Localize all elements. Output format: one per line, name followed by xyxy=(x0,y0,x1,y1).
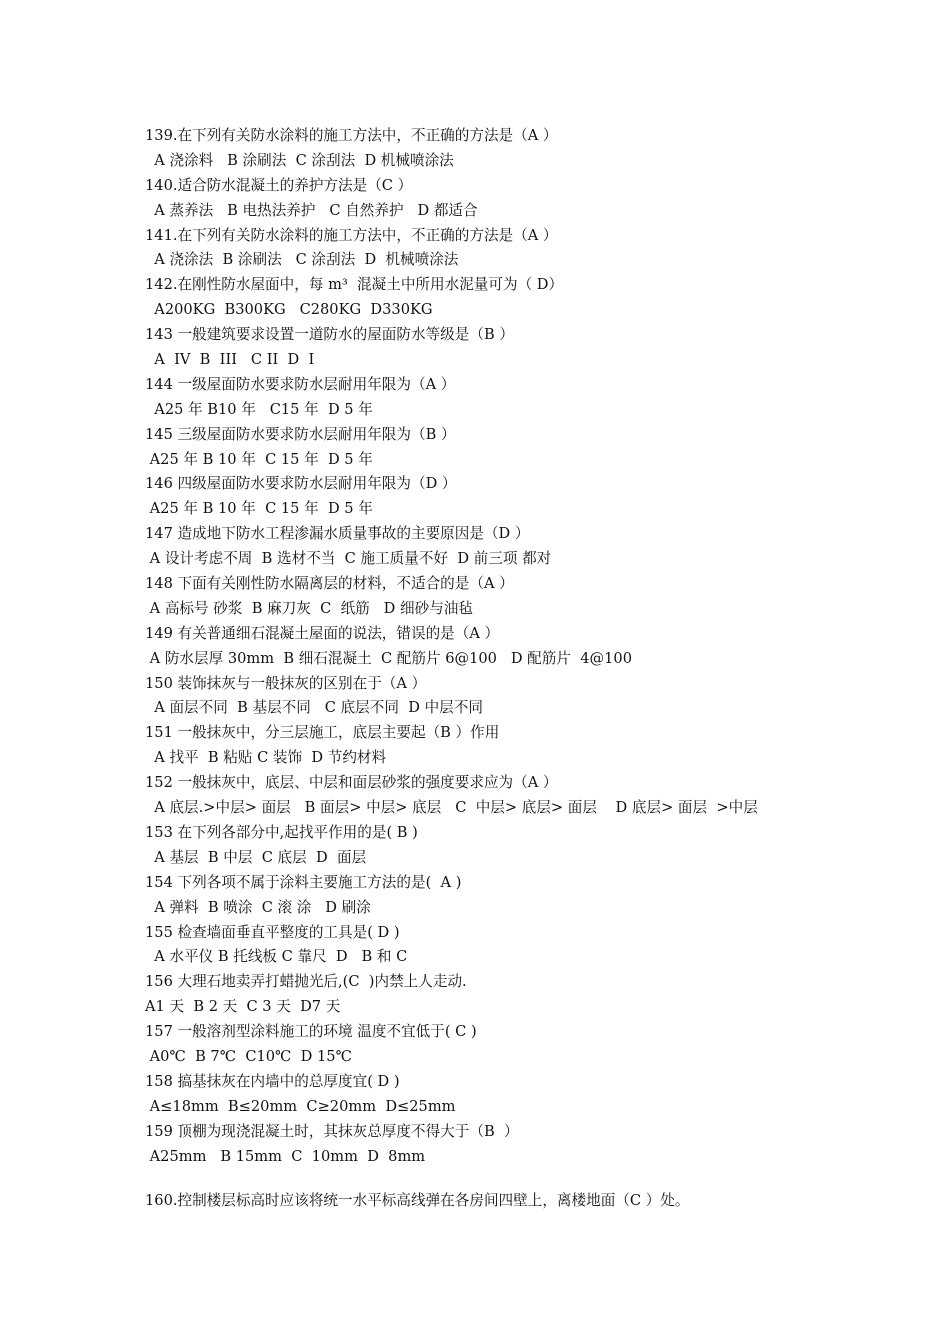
options-line: A200KG B300KG C280KG D330KG xyxy=(145,301,433,319)
options-line: A 蒸养法 B 电热法养护 C 自然养护 D 都适合 xyxy=(145,201,478,219)
question-line: 140.适合防水混凝土的养护方法是（C ） xyxy=(145,176,413,194)
options-line: A≤18mm B≤20mm C≥20mm D≤25mm xyxy=(145,1097,456,1115)
question-line: 141.在下列有关防水涂料的施工方法中，不正确的方法是（A ） xyxy=(145,226,558,244)
question-line: 160.控制楼层标高时应该将统一水平标高线弹在各房间四壁上，离楼地面（C ）处。 xyxy=(145,1192,690,1210)
options-line: A 浇涂料 B 涂刷法 C 涂刮法 D 机械喷涂法 xyxy=(145,151,454,169)
question-line: 152 一般抹灰中，底层、中层和面层砂浆的强度要求应为（A ） xyxy=(145,774,558,792)
question-line: 144 一级屋面防水要求防水层耐用年限为（A ） xyxy=(145,375,456,393)
options-line: A 设计考虑不周 B 选材不当 C 施工质量不好 D 前三项 都对 xyxy=(145,550,552,568)
blank-line xyxy=(145,1169,845,1189)
question-line: 150 装饰抹灰与一般抹灰的区别在于（A ） xyxy=(145,674,427,692)
options-line: A 高标号 砂浆 B 麻刀灰 C 纸筋 D 细砂与油毡 xyxy=(145,599,473,617)
question-line: 157 一般溶剂型涂料施工的环境 温度不宜低于( C ) xyxy=(145,1023,477,1041)
options-line: A IV B III C II D I xyxy=(145,351,315,369)
options-line: A1 天 B 2 天 C 3 天 D7 天 xyxy=(145,998,341,1016)
options-line: A25mm B 15mm C 10mm D 8mm xyxy=(145,1147,426,1165)
options-line: A 面层不同 B 基层不同 C 底层不同 D 中层不同 xyxy=(145,699,483,717)
question-line: 139.在下列有关防水涂料的施工方法中，不正确的方法是（A ） xyxy=(145,127,558,144)
question-line: 148 下面有关刚性防水隔离层的材料，不适合的是（A ） xyxy=(145,575,514,593)
question-line: 154 下列各项不属于涂料主要施工方法的是( A ) xyxy=(145,873,462,891)
options-line: A25 年 B 10 年 C 15 年 D 5 年 xyxy=(145,450,373,468)
question-line: 156 大理石地卖弄打蜡抛光后,(C )内禁上人走动. xyxy=(145,973,467,991)
options-line: A25 年 B 10 年 C 15 年 D 5 年 xyxy=(145,500,373,518)
options-line: A 浇涂法 B 涂刷法 C 涂刮法 D 机械喷涂法 xyxy=(145,251,459,269)
question-line: 153 在下列各部分中,起找平作用的是( B ) xyxy=(145,823,418,841)
options-line: A 弹料 B 喷涂 C 滚 涂 D 刷涂 xyxy=(145,898,371,916)
options-line: A0℃ B 7℃ C10℃ D 15℃ xyxy=(145,1047,352,1065)
question-line: 146 四级屋面防水要求防水层耐用年限为（D ） xyxy=(145,475,457,493)
question-line: 147 造成地下防水工程渗漏水质量事故的主要原因是（D ） xyxy=(145,525,530,543)
question-line: 155 检查墙面垂直平整度的工具是( D ) xyxy=(145,923,400,941)
options-line: A 防水层厚 30mm B 细石混凝土 C 配筋片 6@100 D 配筋片 4@100 xyxy=(145,649,632,667)
question-line: 143 一般建筑要求设置一道防水的屋面防水等级是（B ） xyxy=(145,326,514,344)
question-line: 142.在刚性防水屋面中，每 m³ 混凝土中所用水泥量可为（ D） xyxy=(145,276,564,294)
options-line: A 水平仪 B 托线板 C 靠尺 D B 和 C xyxy=(145,948,408,966)
question-list xyxy=(145,124,845,1214)
options-line: A 找平 B 粘贴 C 装饰 D 节约材料 xyxy=(145,749,387,767)
question-line: 149 有关普通细石混凝土屋面的说法，错误的是（A ） xyxy=(145,624,500,642)
question-line: 151 一般抹灰中，分三层施工，底层主要起（B ）作用 xyxy=(145,724,500,742)
options-line: A 基层 B 中层 C 底层 D 面层 xyxy=(145,848,367,866)
question-line: 145 三级屋面防水要求防水层耐用年限为（B ） xyxy=(145,425,456,443)
question-line: 158 搞基抹灰在内墙中的总厚度宜( D ) xyxy=(145,1072,400,1090)
question-line: 159 顶棚为现浇混凝土时，其抹灰总厚度不得大于（B ） xyxy=(145,1122,519,1140)
options-line: A 底层.>中层> 面层 B 面层> 中层> 底层 C 中层> 底层> 面层 D 底层> 面层 >中层 xyxy=(145,799,758,817)
options-line: A25 年 B10 年 C15 年 D 5 年 xyxy=(145,400,373,418)
